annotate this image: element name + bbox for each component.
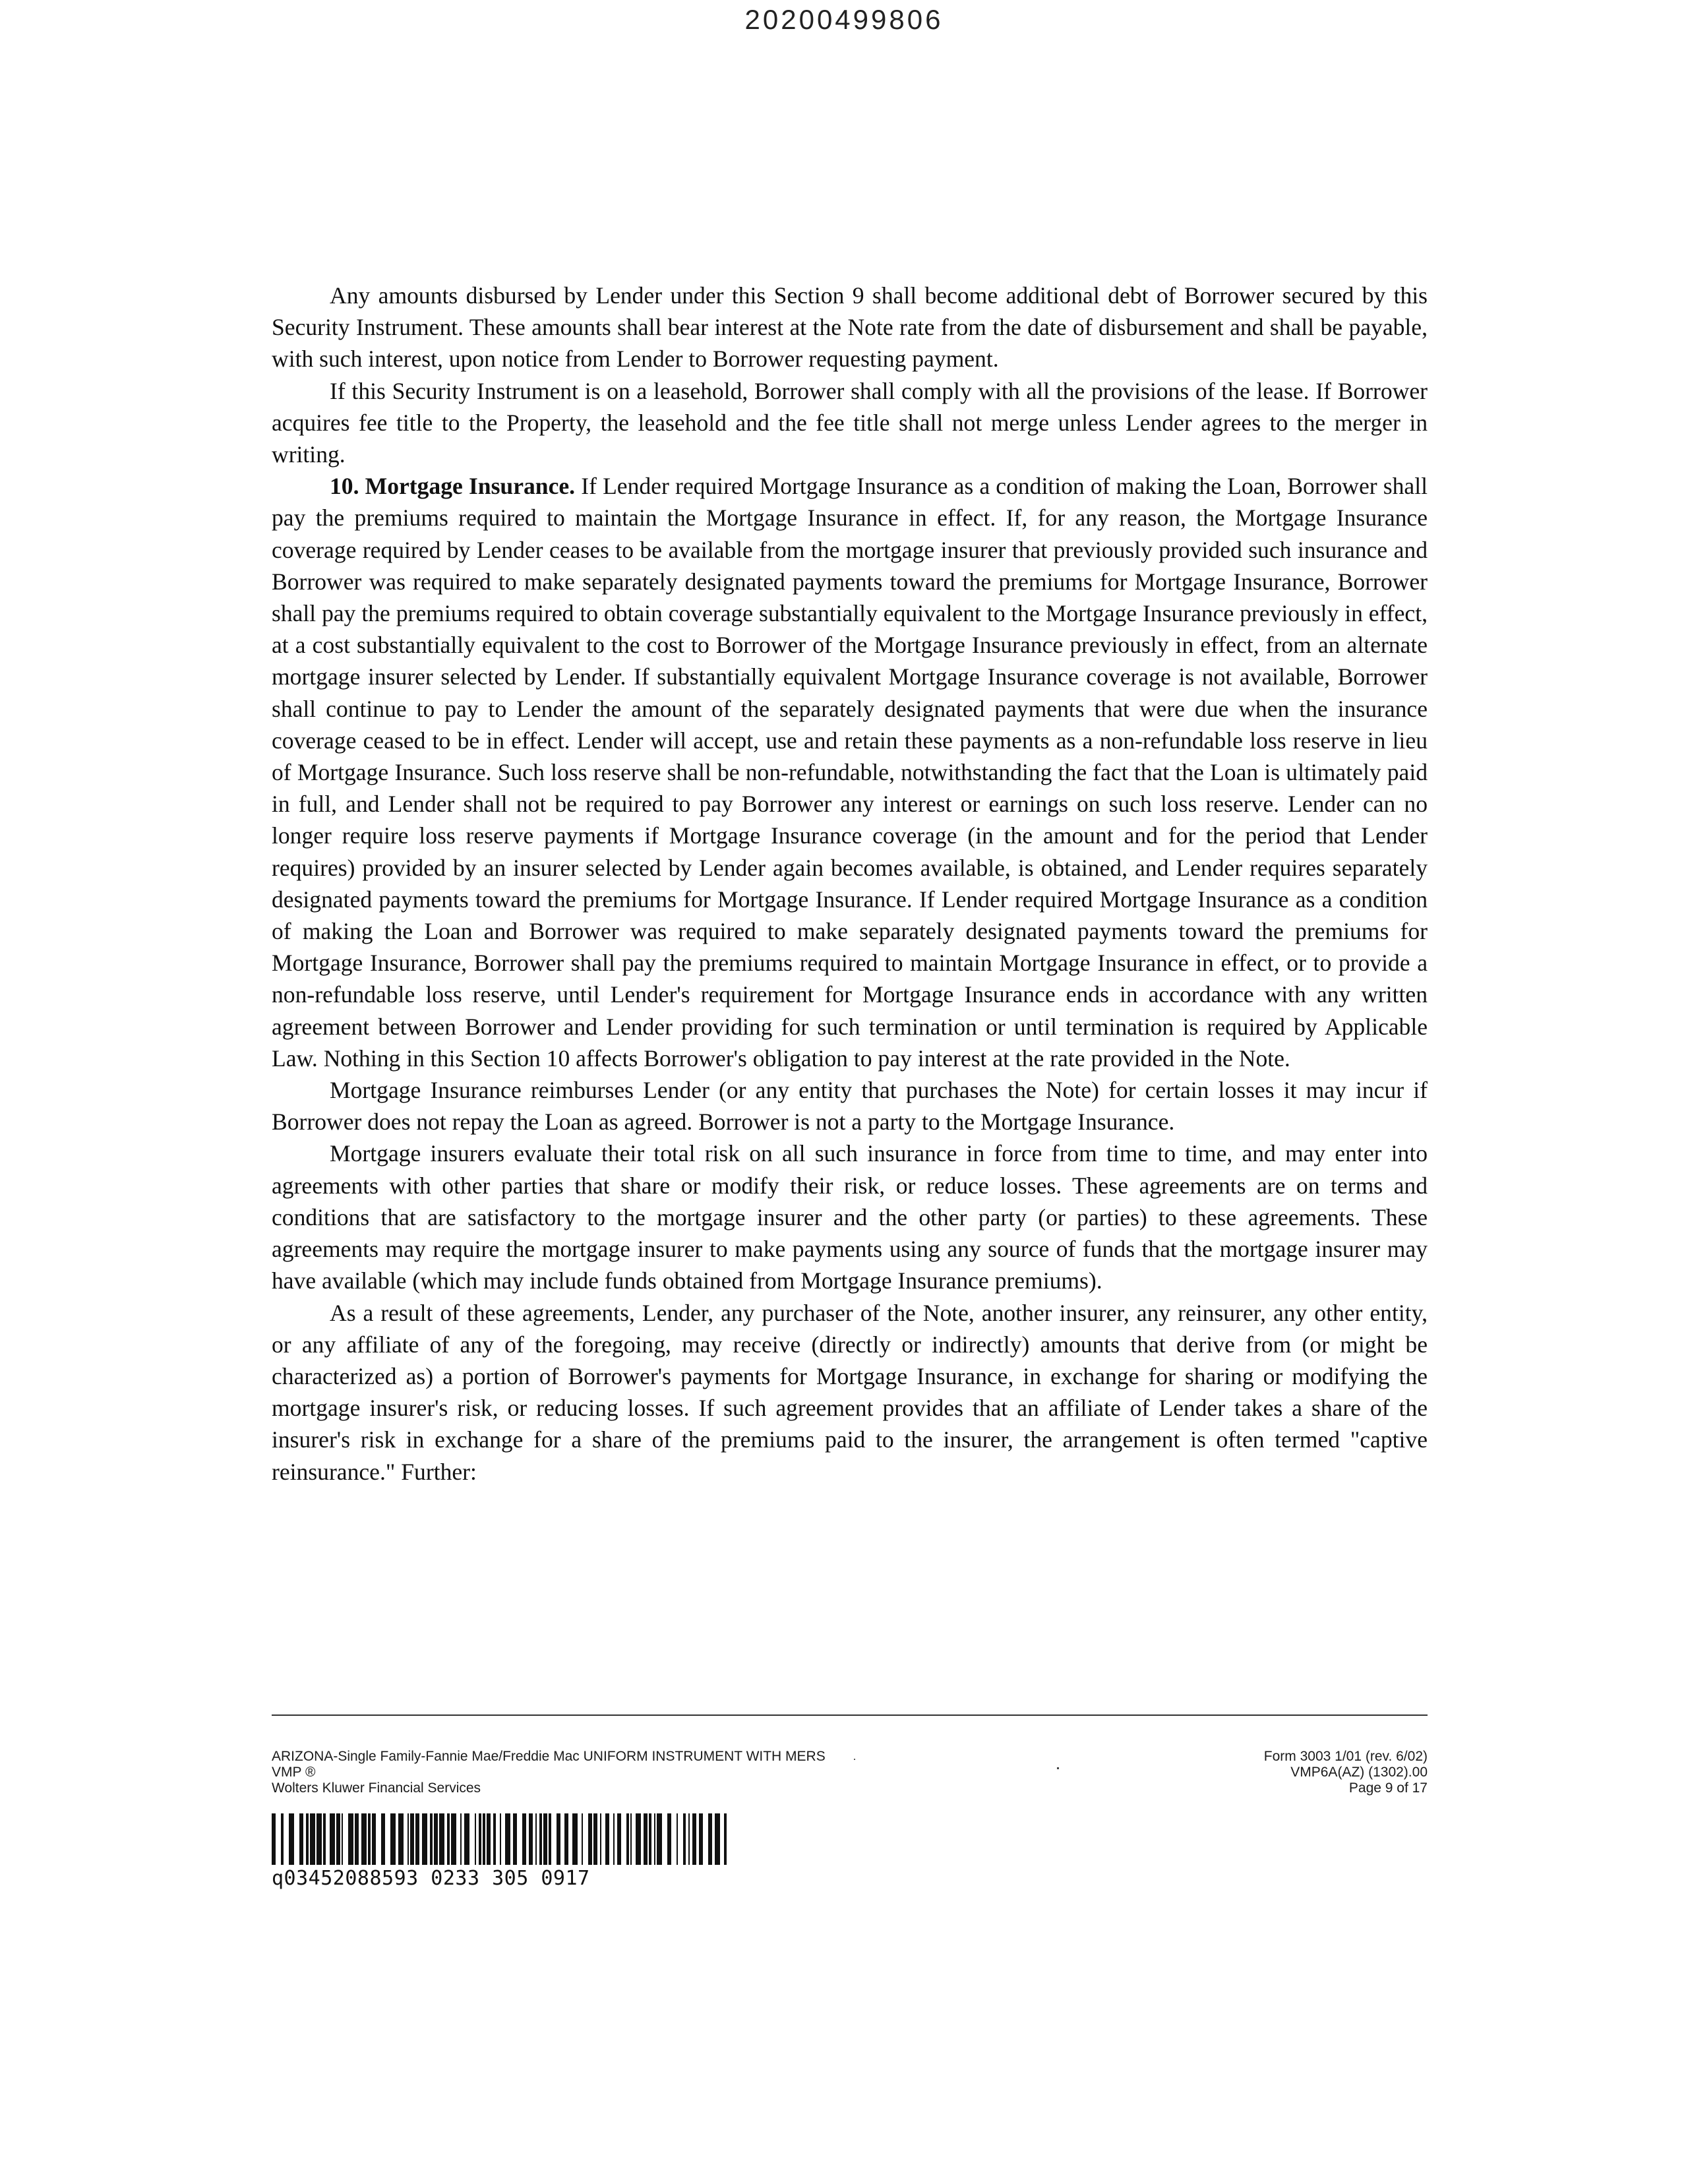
barcode-bar [447, 1813, 450, 1865]
barcode-bar [410, 1813, 414, 1865]
barcode-bar [451, 1813, 456, 1865]
paragraph-section10 [272, 470, 1428, 1074]
barcode-bar [564, 1813, 568, 1865]
footer-vmp-mark: VMP ® [272, 1765, 316, 1780]
footer-publisher: Wolters Kluwer Financial Services [272, 1780, 481, 1796]
barcode-bar [483, 1813, 485, 1865]
barcode-bar [299, 1813, 303, 1865]
barcode-bar [724, 1813, 727, 1865]
barcode-bar [368, 1813, 371, 1865]
barcode-bar [549, 1813, 551, 1865]
barcode-bar [310, 1813, 315, 1865]
barcode-bar [500, 1813, 501, 1865]
barcode-bar [529, 1813, 533, 1865]
barcode-bar [654, 1813, 655, 1865]
footer-form-info [272, 1749, 826, 1796]
barcode-bar [522, 1813, 526, 1865]
barcode-bar [593, 1813, 597, 1865]
document-number: 20200499806 [744, 4, 944, 35]
paragraph-section9-disbursements: Any amounts disbursed by Lender under this Section 9 shall become additional debt of Borrower secured by this Security Instrument. These amounts shall bear interest at the Note rate from the date of disbursement and shall be payable, with such interest, upon notice from Lender to Borrower requesting payment. [272, 282, 1428, 373]
barcode-bar [644, 1813, 648, 1865]
paragraph-mi-reimburses: Mortgage Insurance reimburses Lender (or any entity that purchases the Note) for certain losses it may incur if Borrower does not repay the Loan as agreed. Borrower is not a party to the Mortgage Insurance. [272, 1077, 1428, 1136]
barcode-bar [535, 1813, 537, 1865]
barcode-number: q03452088593 0233 305 0917 [272, 1867, 590, 1890]
document-body [272, 280, 1428, 1488]
barcode-bar [667, 1813, 671, 1865]
barcode-bar [398, 1813, 404, 1865]
barcode-bar [381, 1813, 385, 1865]
scan-artifact [1057, 1767, 1059, 1769]
barcode-bar [630, 1813, 632, 1865]
barcode-bar [342, 1813, 343, 1865]
barcode-bar [543, 1813, 547, 1865]
barcode-bar [588, 1813, 592, 1865]
barcode-bar [348, 1813, 353, 1865]
footer-form-code: VMP6A(AZ) (1302).00 [1290, 1765, 1428, 1780]
barcode-bar [605, 1813, 609, 1865]
barcode-bar [281, 1813, 284, 1865]
barcode-bar [636, 1813, 641, 1865]
barcode-bar [475, 1813, 476, 1865]
barcode-bar [487, 1813, 491, 1865]
barcode-bar [708, 1813, 712, 1865]
barcode-bar [505, 1813, 510, 1865]
barcode-bar [361, 1813, 367, 1865]
barcode-bar [464, 1813, 469, 1865]
barcode-bar [657, 1813, 662, 1865]
barcode-bar [479, 1813, 481, 1865]
barcode [272, 1813, 727, 1865]
barcode-bar [688, 1813, 690, 1865]
section-text: If Lender required Mortgage Insurance as a condition of making the Loan, Borrower shall pay the premiums required to maintain the Mortgage Insurance in effect. If, for any reason, the Mortgage Insurance coverage required by Lender ceases to be available from the mortgage insurer that previously provided such insurance and Borrower was required to make separately designated payments toward the premiums for Mortgage Insurance, Borrower shall pay the premiums required to obtain coverage substantially equivalent to the Mortgage Insurance previously in effect, at a cost substantially equivalent to the cost to Borrower of the Mortgage Insurance previously in effect, from an alternate mortgage insurer selected by Lender. If substantially equivalent Mortgage Insurance coverage is not available, Borrower shall continue to pay to Lender the amount of the separately designated payments that were due when the insurance coverage ceased to be in effect. Lender will accept, use and retain these payments as a non-refundable loss reserve in lieu of Mortgage Insurance. Such loss reserve shall be non-refundable, notwithstanding the fact that the Loan is ultimately paid in full, and Lender shall not be required to pay Borrower any interest or earnings on such loss reserve. Lender can no longer require loss reserve payments if Mortgage Insurance coverage (in the amount and for the period that Lender requires) provided by an insurer selected by Lender again becomes available, is obtained, and Lender requires separately designated payments toward the premiums for Mortgage Insurance. If Lender required Mortgage Insurance as a condition of making the Loan and Borrower was required to make separately designated payments toward the premiums for Mortgage Insurance, Borrower shall pay the premiums required to maintain Mortgage Insurance in effect, or to provide a non-refundable loss reserve, until Lender's requirement for Mortgage Insurance ends in accordance with any written agreement between Borrower and Lender providing for such termination or until termination is required by Applicable Law. Nothing in this Section 10 affects Borrower's obligation to pay interest at the rate provided in the Note. [272, 473, 1428, 1072]
barcode-bar [355, 1813, 359, 1865]
barcode-bar [323, 1813, 326, 1865]
paragraph-leasehold: If this Security Instrument is on a leasehold, Borrower shall comply with all the provisions of the lease. If Borrower acquires fee title to the Property, the leasehold and the fee title shall not merge unless Lender agrees to the merger in writing. [272, 377, 1428, 468]
barcode-bar [336, 1813, 340, 1865]
barcode-bar [539, 1813, 542, 1865]
barcode-bar [306, 1813, 309, 1865]
barcode-bar [692, 1813, 696, 1865]
barcode-bar [613, 1813, 615, 1865]
barcode-bar [272, 1813, 276, 1865]
footer-divider [272, 1714, 1428, 1716]
barcode-bar [460, 1813, 462, 1865]
barcode-bar [626, 1813, 629, 1865]
barcode-bar [289, 1813, 294, 1865]
barcode-bar [316, 1813, 322, 1865]
paragraph-captive-reinsurance: As a result of these agreements, Lender, any purchaser of the Note, another insurer, any reinsurer, any other entity, or any affiliate of any of the foregoing, may receive (directly or indirectly) amounts that derive from (or might be characterized as) a portion of Borrower's payments for Mortgage Insurance, in exchange for sharing or modifying the mortgage insurer's risk, or reducing losses. If such agreement provides that an affiliate of Lender takes a share of the insurer's risk in exchange for a share of the premiums paid to the insurer, the arrangement is often termed "captive reinsurance." Further: [272, 1299, 1428, 1485]
scan-artifact [854, 1759, 855, 1760]
barcode-bar [439, 1813, 444, 1865]
barcode-bar [557, 1813, 560, 1865]
barcode-bar [415, 1813, 419, 1865]
barcode-bar [715, 1813, 720, 1865]
footer-form-revision: Form 3003 1/01 (rev. 6/02) [1263, 1749, 1428, 1764]
barcode-bar [493, 1813, 496, 1865]
footer-page-number: Page 9 of 17 [1348, 1780, 1428, 1796]
barcode-bar [407, 1813, 409, 1865]
barcode-bar [617, 1813, 621, 1865]
barcode-bar [372, 1813, 376, 1865]
footer-form-number [1264, 1749, 1428, 1796]
barcode-bar [390, 1813, 396, 1865]
section-heading: 10. Mortgage Insurance. [330, 473, 576, 500]
barcode-bar [434, 1813, 438, 1865]
barcode-bar [582, 1813, 583, 1865]
footer-form-title: ARIZONA-Single Family-Fannie Mae/Freddie Mac UNIFORM INSTRUMENT WITH MERS [272, 1749, 826, 1764]
barcode-bar [649, 1813, 651, 1865]
barcode-bar [699, 1813, 703, 1865]
barcode-bar [330, 1813, 335, 1865]
paragraph-mi-insurers: Mortgage insurers evaluate their total risk on all such insurance in force from time to time, and may enter into agreements with other parties that share or modify their risk, or reduce losses. These agreements are on terms and conditions that are satisfactory to the mortgage insurer and the other party (or parties) to these agreements. These agreements may require the mortgage insurer to make payments using any source of funds that the mortgage insurer may have available (which may include funds obtained from Mortgage Insurance premiums). [272, 1140, 1428, 1294]
barcode-bar [572, 1813, 578, 1865]
barcode-bar [513, 1813, 517, 1865]
barcode-bar [430, 1813, 433, 1865]
barcode-bar [677, 1813, 678, 1865]
barcode-bar [600, 1813, 601, 1865]
barcode-bar [683, 1813, 686, 1865]
barcode-bar [422, 1813, 427, 1865]
